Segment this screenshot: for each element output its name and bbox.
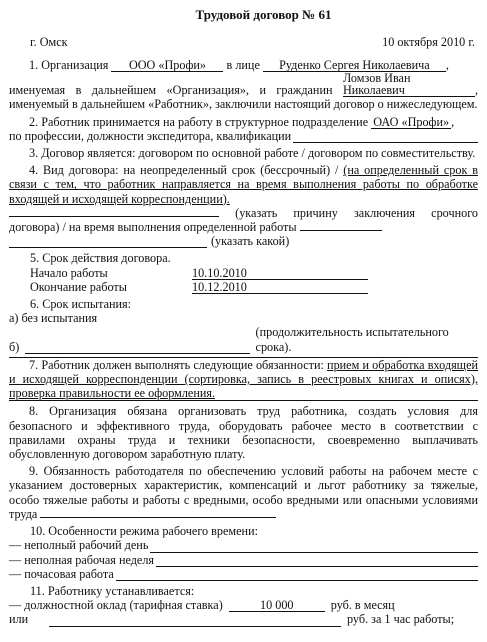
- clause-1-line-2: именуемая в дальнейшем «Организация», и гражданин Ломзов Иван Николаевич , именуемый в дальнейшем «Работник», заключили настоящий договор о нижеследующем.: [9, 71, 479, 112]
- clause-7: 7. Работник должен выполнять следующие обязанности: прием и обработка входящей и исходящей корреспонденции (сортировка, запись в реестровых книгах и описях), проверка правильности ее оформления.: [9, 357, 478, 401]
- employee-duties: прием и обработка входящей и исходящей корреспонденции (сортировка, запись в реестровых книгах и описях), проверка правильности ее оформления.: [9, 357, 478, 401]
- clause-11: 11. Работнику устанавливается:: [30, 583, 195, 598]
- salary-amount: 10 000: [229, 599, 325, 612]
- clause-10: 10. Особенности режима рабочего времени:: [30, 524, 258, 539]
- clause-2: 2. Работник принимается на работу в структурное подразделение ОАО «Профи» ,: [29, 114, 455, 129]
- clause-2-line-2: по профессии, должности экспедитора, квалификации: [9, 129, 478, 143]
- part-time-week-row: — неполная рабочая неделя: [9, 553, 478, 567]
- document-title: Трудовой договор № 61: [195, 7, 332, 22]
- work-end-date: 10.12.2010: [192, 281, 368, 294]
- clause-6-a: а) без испытания: [9, 311, 98, 326]
- department-name: ОАО «Профи»: [371, 116, 451, 129]
- clause-4: 4. Вид договора: на неопределенный срок (бессрочный) / (на определенный срок в связи с тем, что работник направляется на время выполнения работы по обработке входящей и исходящей корреспонденции).: [9, 163, 478, 206]
- hourly-rate-row: или руб. за 1 час работы;: [9, 612, 455, 627]
- organization-name: ООО «Профи»: [111, 59, 223, 72]
- clause-4-reason: (указать причину заключения срочного договора) / на время выполнения определенной работы: [9, 205, 478, 235]
- city: г. Омск: [30, 35, 68, 49]
- clause-3: 3. Договор является: договором по основной работе / договором по совместительству.: [29, 146, 476, 161]
- work-start-label: Начало работы: [30, 265, 108, 280]
- clause-6-b: б) (продолжительность испытательного срока).: [9, 325, 449, 354]
- work-start-row: [9, 266, 478, 280]
- clause-1: 1. Организация ООО «Профи» в лице Руденко Сергея Николаевича ,: [29, 58, 449, 72]
- clause-8: 8. Организация обязана организовать труд работника, создать условия для безопасного и эффективного труда, оборудовать рабочее место в соответствии с правилами охраны труда и техники безопасности, своевременно выплачивать обусловленную договором заработную плату.: [9, 404, 478, 462]
- work-start-date: 10.10.2010: [192, 267, 368, 280]
- part-time-day-row: — неполный рабочий день: [9, 538, 478, 552]
- work-end-label: Окончание работы: [30, 279, 127, 294]
- contract-type-fixed: (на определенный срок в связи с тем, что работник направляется на время выполнения работы по обработке входящей и исходящей корреспонденции).: [9, 163, 478, 206]
- work-end-row: [9, 280, 478, 294]
- clause-4-which: (указать какой): [9, 234, 478, 248]
- salary-row: — должностной оклад (тарифная ставка) 10 000 руб. в месяц: [9, 598, 395, 613]
- employee-name: Ломзов Иван Николаевич: [343, 72, 475, 97]
- city-date-row: [9, 35, 478, 50]
- clause-6: 6. Срок испытания:: [30, 297, 132, 312]
- clause-9: 9. Обязанность работодателя по обеспечению условий работы на рабочем месте с указанием достоверных характеристик, компенсаций и льгот работнику за тяжелые, особо тяжелые работы и работы с вредными, особо вредными или опасными условиями труда: [9, 464, 478, 521]
- contract-date: 10 октября 2010 г.: [382, 35, 475, 49]
- clause-5: 5. Срок действия договора.: [30, 251, 171, 266]
- representative-name: Руденко Сергея Николаевича: [263, 59, 446, 72]
- hourly-work-row: — почасовая работа: [9, 567, 478, 581]
